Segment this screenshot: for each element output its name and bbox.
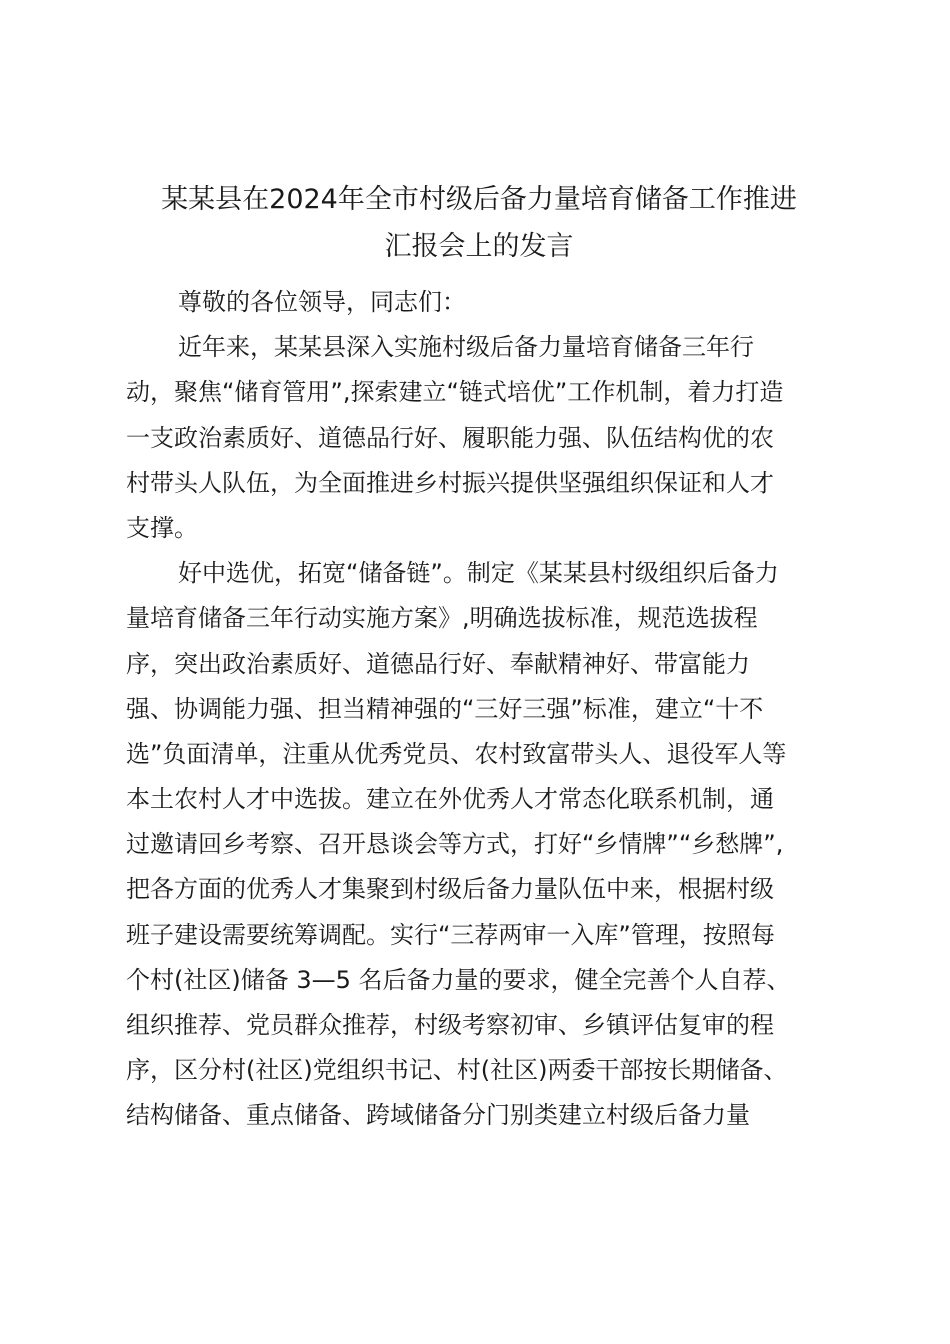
paragraph-line: 班子建设需要统筹调配。实行“三荐两审一入库”管理，按照每 bbox=[126, 920, 775, 949]
title-line: 汇报会上的发言 bbox=[384, 231, 574, 262]
paragraph-line: 把各方面的优秀人才集聚到村级后备力量队伍中来，根据村级 bbox=[126, 875, 774, 904]
salutation: 尊敬的各位领导，同志们： bbox=[178, 288, 466, 316]
document-title bbox=[124, 176, 834, 270]
paragraph-line: 支撑。 bbox=[126, 513, 198, 542]
paragraph-line: 好中选优，拓宽“储备链”。制定《某某县村级组织后备力 bbox=[178, 559, 779, 588]
paragraph-selection bbox=[126, 551, 838, 1138]
paragraph-line: 一支政治素质好、道德品行好、履职能力强、队伍结构优的农 bbox=[126, 423, 774, 452]
paragraph-line: 过邀请回乡考察、召开恳谈会等方式，打好“乡情牌”“乡愁牌”, bbox=[126, 830, 784, 859]
paragraph-line: 组织推荐、党员群众推荐，村级考察初审、乡镇评估复审的程 bbox=[126, 1011, 774, 1039]
paragraph-line: 选”负面清单，注重从优秀党员、农村致富带头人、退役军人等 bbox=[126, 739, 787, 768]
paragraph-line: 序，区分村(社区)党组织书记、村(社区)两委干部按长期储备、 bbox=[126, 1056, 788, 1085]
paragraph-line: 近年来，某某县深入实施村级后备力量培育储备三年行 bbox=[178, 333, 754, 362]
paragraph-line: 序，突出政治素质好、道德品行好、奉献精神好、带富能力 bbox=[126, 649, 750, 678]
paragraph-line: 个村(社区)储备 3—5 名后备力量的要求，健全完善个人自荐、 bbox=[126, 965, 791, 994]
document-body bbox=[126, 280, 838, 1139]
paragraph-line: 强、协调能力强、担当精神强的“三好三强”标准，建立“十不 bbox=[126, 694, 764, 723]
paragraph-line: 结构储备、重点储备、跨域储备分门别类建立村级后备力量 bbox=[126, 1101, 750, 1130]
paragraph-line: 量培育储备三年行动实施方案》,明确选拔标准，规范选拔程 bbox=[126, 604, 758, 633]
paragraph-intro bbox=[126, 325, 838, 551]
paragraph-line: 动，聚焦“储育管用”,探索建立“链式培优”工作机制，着力打造 bbox=[126, 378, 784, 407]
title-line: 某某县在2024年全市村级后备力量培育储备工作推进 bbox=[161, 184, 797, 215]
paragraph-line: 村带头人队伍，为全面推进乡村振兴提供坚强组织保证和人才 bbox=[126, 468, 774, 497]
paragraph-line: 本土农村人才中选拔。建立在外优秀人才常态化联系机制，通 bbox=[126, 785, 774, 814]
